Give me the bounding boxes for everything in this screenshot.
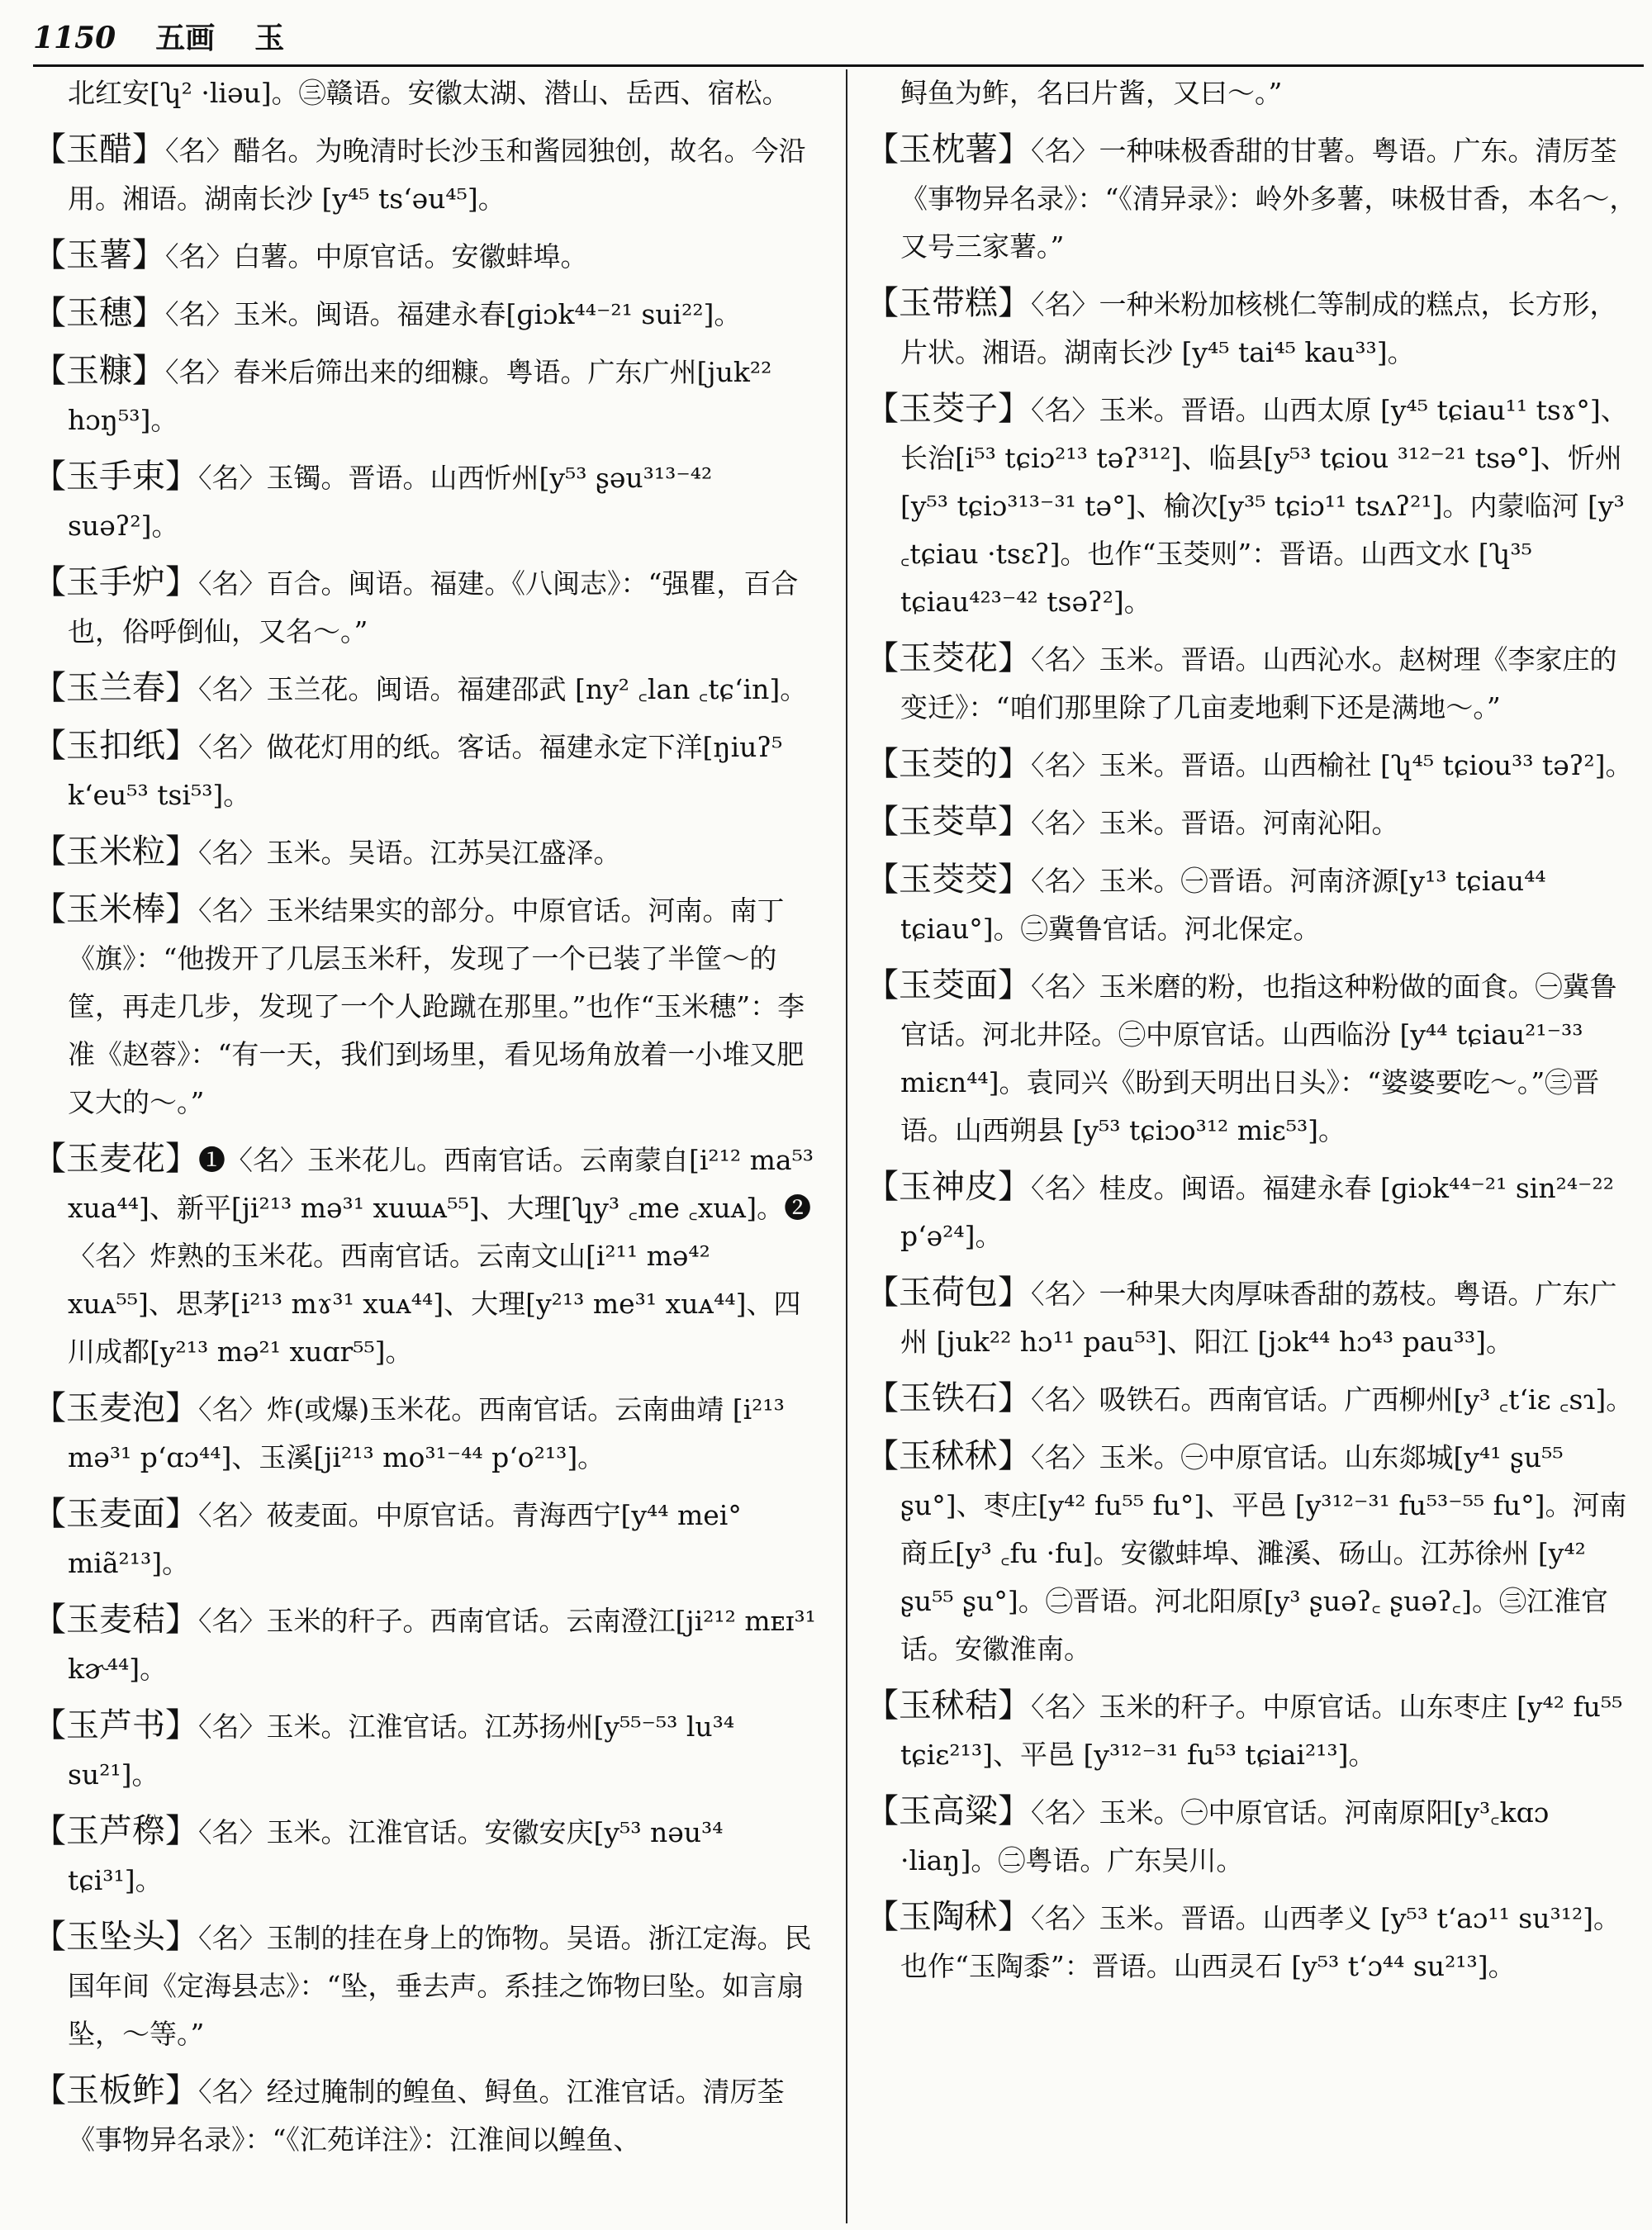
entry-continuation <box>866 69 1644 117</box>
section-label: 五画 <box>155 21 216 55</box>
entry-headword: 【玉芦书】 <box>33 1706 198 1744</box>
entry-definition: 〈名〉一种果大肉厚味香甜的荔枝。粤语。广东广州 [juk²² hɔ¹¹ pau⁵³]、阳江 [jɔk⁴⁴ hɔ⁴³ pau³³]。 <box>900 1278 1617 1358</box>
entry-definition: ❶〈名〉玉米花儿。西南官话。云南蒙自[i²¹² ma⁵³ xua⁴⁴]、新平[ji²¹³ mə³¹ xuɯᴀ⁵⁵]、大理[ʮy³ ꜀me ꜀xuᴀ]。❷〈名〉炸熟的玉米花。西南官话。云南文山[i²¹¹ mə⁴² xuᴀ⁵⁵]、思茅[i²¹³ mɤ³¹ xuᴀ⁴⁴]、大理[y²¹³ me³¹ xuᴀ⁴⁴]、四川成都[y²¹³ mə²¹ xuɑr⁵⁵]。 <box>68 1144 814 1368</box>
entry-definition: 〈名〉做花灯用的纸。客话。福建永定下洋[ŋiuʔ⁵ k‘eu⁵³ tsi⁵³]。 <box>68 731 783 811</box>
entry-continuation <box>33 69 826 117</box>
dictionary-entry <box>866 740 1644 790</box>
column-divider <box>846 69 847 2223</box>
dictionary-entry <box>33 1490 826 1587</box>
entry-definition: 〈名〉玉米。江淮官话。安徽安庆[y⁵³ nəu³⁴ tɕi³¹]。 <box>68 1816 724 1896</box>
entry-definition: 〈名〉玉米。晋语。山西孝义 [y⁵³ t‘aɔ¹¹ su³¹²]。也作“玉陶黍”：晋语。山西灵石 [y⁵³ t‘ɔ⁴⁴ su²¹³]。 <box>900 1902 1621 1982</box>
dictionary-entry <box>33 1384 826 1482</box>
entry-definition: 〈名〉一种味极香甜的甘薯。粤语。广东。清厉荃《事物异名录》：“《清异录》：岭外多薯，味极甘香，本名～，又号三家薯。” <box>900 135 1637 263</box>
entry-definition: 〈名〉百合。闽语。福建。《八闽志》：“强瞿，百合也，俗呼倒仙，又名～。” <box>68 567 799 648</box>
entry-headword: 【玉扣纸】 <box>33 727 198 765</box>
entry-definition: 〈名〉经过腌制的鳇鱼、鲟鱼。江淮官话。清厉荃《事物异名录》：“《汇苑详注》：江淮间以鳇鱼、 <box>68 2076 785 2156</box>
entry-definition: 〈名〉玉米结果实的部分。中原官话。河南。南丁《旗》：“他拨开了几层玉米秆，发现了一个已装了半筐～的筐，再走几步，发现了一个人跄蹴在那里。”也作“玉米穗”：李准《赵蓉》：“有一天，我们到场里，看见场角放着一小堆又肥又大的～。” <box>68 894 805 1118</box>
dictionary-entry <box>33 347 826 444</box>
entry-headword: 【玉米棒】 <box>33 890 198 928</box>
entry-headword: 【玉米粒】 <box>33 833 198 871</box>
entry-definition: 〈名〉玉米。晋语。山西太原 [y⁴⁵ tɕiau¹¹ tsɤ°]、长治[i⁵³ tɕiɔ²¹³ təʔ³¹²]、临县[y⁵³ tɕiou ³¹²⁻²¹ tsə°]、忻州 [y⁵³ tɕiɔ³¹³⁻³¹ tə°]、榆次[y³⁵ tɕiɔ¹¹ tsʌʔ²¹]。内蒙临河 [y³ ꜀tɕiau ·tsɛʔ]。也作“玉茭则”：晋语。山西文水 [ʮ³⁵ tɕiau⁴²³⁻⁴² tsəʔ²]。 <box>900 394 1628 618</box>
entry-headword: 【玉茭的】 <box>866 745 1031 783</box>
entry-headword: 【玉茭草】 <box>866 803 1031 841</box>
entry-headword: 【玉兰春】 <box>33 669 198 707</box>
dictionary-entry <box>33 1913 826 2058</box>
dictionary-entry <box>866 856 1644 953</box>
dictionary-entry <box>866 634 1644 732</box>
entry-definition: 北红安[ʮ² ·liəu]。㊂赣语。安徽太湖、潜山、岳西、宿松。 <box>68 77 790 109</box>
entry-headword: 【玉带糕】 <box>866 284 1031 322</box>
dictionary-entry <box>866 1682 1644 1779</box>
dictionary-entry <box>33 828 826 877</box>
dictionary-entry <box>866 1893 1644 1990</box>
entry-definition: 〈名〉玉镯。晋语。山西忻州[y⁵³ ʂəu³¹³⁻⁴² suəʔ²]。 <box>68 462 713 542</box>
entry-headword: 【玉陶秫】 <box>866 1898 1031 1936</box>
dictionary-entry <box>33 885 826 1127</box>
entry-headword: 【玉穗】 <box>33 294 165 332</box>
entry-definition: 鲟鱼为鲊，名曰片酱，又曰～。” <box>900 77 1283 109</box>
entry-definition: 〈名〉玉米。晋语。山西榆社 [ʮ⁴⁵ tɕiou³³ təʔ²]。 <box>1031 749 1633 781</box>
left-column <box>33 69 826 2230</box>
radical-label: 玉 <box>254 21 285 55</box>
entry-headword: 【玉手炉】 <box>33 563 198 601</box>
entry-definition: 〈名〉玉米。㊀中原官话。河南原阳[y³꜀kɑɔ ·liaŋ]。㊁粤语。广东吴川。 <box>900 1796 1550 1877</box>
dictionary-entry <box>866 1432 1644 1673</box>
dictionary-entry <box>33 289 826 339</box>
entry-definition: 〈名〉醋名。为晚清时长沙玉和酱园独创，故名。今沿用。湘语。湖南长沙 [y⁴⁵ ts‘əu⁴⁵]。 <box>68 135 806 215</box>
entry-headword: 【玉麦秸】 <box>33 1601 198 1639</box>
entry-definition: 〈名〉桂皮。闽语。福建永春 [ɡiɔk⁴⁴⁻²¹ sin²⁴⁻²² p‘ə²⁴]。 <box>900 1172 1614 1252</box>
dictionary-entry <box>33 453 826 550</box>
entry-headword: 【玉板鲊】 <box>33 2071 198 2109</box>
entry-headword: 【玉高粱】 <box>866 1792 1031 1830</box>
dictionary-entry <box>866 1787 1644 1885</box>
dictionary-entry <box>33 231 826 281</box>
dictionary-entry <box>33 1807 826 1905</box>
entry-headword: 【玉茭面】 <box>866 966 1031 1004</box>
dictionary-entry <box>866 279 1644 377</box>
entry-definition: 〈名〉吸铁石。西南官话。广西柳州[y³ ꜀t‘iɛ ꜀sɿ]。 <box>1031 1383 1634 1416</box>
entry-headword: 【玉荷包】 <box>866 1274 1031 1312</box>
entry-definition: 〈名〉玉米。闽语。福建永春[ɡiɔk⁴⁴⁻²¹ sui²²]。 <box>165 298 742 330</box>
entry-definition: 〈名〉莜麦面。中原官话。青海西宁[y⁴⁴ mei° miã²¹³]。 <box>68 1499 742 1579</box>
entry-definition: 〈名〉玉米。吴语。江苏吴江盛泽。 <box>198 837 621 869</box>
dictionary-entry <box>866 126 1644 271</box>
entry-definition: 〈名〉玉兰花。闽语。福建邵武 [ny² ꜀lan ꜀tɕ‘in]。 <box>198 673 808 705</box>
dictionary-entry <box>866 385 1644 626</box>
entry-headword: 【玉薯】 <box>33 236 165 274</box>
dictionary-entry <box>866 1374 1644 1424</box>
entry-definition: 〈名〉玉米的秆子。中原官话。山东枣庄 [y⁴² fu⁵⁵ tɕiɛ²¹³]、平邑 [y³¹²⁻³¹ fu⁵³ tɕiai²¹³]。 <box>900 1691 1623 1771</box>
entry-definition: 〈名〉玉米。晋语。河南沁阳。 <box>1031 807 1399 839</box>
entry-headword: 【玉茭茭】 <box>866 861 1031 899</box>
entry-definition: 〈名〉玉米。晋语。山西沁水。赵树理《李家庄的变迁》：“咱们那里除了几亩麦地剩下还是满地～。” <box>900 643 1617 724</box>
dictionary-entry <box>866 798 1644 847</box>
entry-definition: 〈名〉玉米。㊀中原官话。山东郯城[y⁴¹ ʂu⁵⁵ ʂu°]、枣庄[y⁴² fu⁵⁵ fu°]、平邑 [y³¹²⁻³¹ fu⁵³⁻⁵⁵ fu°]。河南商丘[y³ ꜀fu ·fu]。安徽蚌埠、濉溪、砀山。江苏徐州 [y⁴² ʂu⁵⁵ ʂu°]。㊁晋语。河北阳原[y³ ʂuəʔ꜀ ʂuəʔ꜀]。㊂江淮官话。安徽淮南。 <box>900 1441 1627 1665</box>
dictionary-entry <box>33 1135 826 1376</box>
entry-definition: 〈名〉玉米。㊀晋语。河南济源[y¹³ tɕiau⁴⁴ tɕiau°]。㊁冀鲁官话。河北保定。 <box>900 865 1546 945</box>
entry-headword: 【玉秫秸】 <box>866 1687 1031 1725</box>
entry-headword: 【玉铁石】 <box>866 1379 1031 1417</box>
entry-headword: 【玉芦穄】 <box>33 1812 198 1850</box>
entry-definition: 〈名〉玉米的秆子。西南官话。云南澄江[ji²¹² mᴇɪ³¹ kɚ⁴⁴]。 <box>68 1605 816 1685</box>
entry-headword: 【玉坠头】 <box>33 1918 198 1956</box>
entry-headword: 【玉茭子】 <box>866 390 1031 428</box>
dictionary-entry <box>33 2066 826 2164</box>
dictionary-entry <box>33 126 826 223</box>
right-column <box>866 69 1644 2230</box>
entry-headword: 【玉枕薯】 <box>866 130 1031 168</box>
entry-headword: 【玉麦花】 <box>33 1140 198 1178</box>
entry-headword: 【玉茭花】 <box>866 639 1031 677</box>
dictionary-entry <box>866 961 1644 1155</box>
dictionary-entry <box>33 722 826 819</box>
entry-definition: 〈名〉玉制的挂在身上的饰物。吴语。浙江定海。民国年间《定海县志》：“坠，垂去声。系挂之饰物曰坠。如言扇坠，～等。” <box>68 1922 812 2050</box>
page-number: 1150 <box>33 21 116 55</box>
entry-definition: 〈名〉玉米。江淮官话。江苏扬州[y⁵⁵⁻⁵³ lu³⁴ su²¹]。 <box>68 1710 735 1791</box>
entry-headword: 【玉秫秫】 <box>866 1437 1031 1475</box>
entry-definition: 〈名〉白薯。中原官话。安徽蚌埠。 <box>165 240 588 273</box>
entry-headword: 【玉麦面】 <box>33 1495 198 1533</box>
entry-definition: 〈名〉春米后筛出来的细糠。粤语。广东广州[juk²² hɔŋ⁵³]。 <box>68 356 772 436</box>
entry-headword: 【玉醋】 <box>33 130 165 168</box>
entry-headword: 【玉神皮】 <box>866 1168 1031 1206</box>
entry-definition: 〈名〉炸(或爆)玉米花。西南官话。云南曲靖 [i²¹³ mə³¹ p‘ɑɔ⁴⁴]、玉溪[ji²¹³ mo³¹⁻⁴⁴ p‘o²¹³]。 <box>68 1393 785 1473</box>
dictionary-entry <box>33 1596 826 1693</box>
page-header <box>33 15 284 56</box>
dictionary-entry <box>33 664 826 714</box>
entry-headword: 【玉糠】 <box>33 352 165 390</box>
dictionary-entry <box>866 1163 1644 1260</box>
dictionary-entry <box>866 1269 1644 1366</box>
entry-headword: 【玉手束】 <box>33 458 198 496</box>
entry-definition: 〈名〉玉米磨的粉，也指这种粉做的面食。㊀冀鲁官话。河北井陉。㊁中原官话。山西临汾 [y⁴⁴ tɕiau²¹⁻³³ miɛn⁴⁴]。袁同兴《盼到天明出日头》：“婆婆要吃～。”㊂晋语。山西朔县 [y⁵³ tɕiɔo³¹² miɛ⁵³]。 <box>900 970 1617 1146</box>
entry-headword: 【玉麦泡】 <box>33 1389 198 1427</box>
dictionary-entry <box>33 558 826 656</box>
header-rule <box>33 64 1644 67</box>
entry-definition: 〈名〉一种米粉加核桃仁等制成的糕点，长方形，片状。湘语。湖南长沙 [y⁴⁵ tai⁴⁵ kau³³]。 <box>900 288 1617 368</box>
dictionary-entry <box>33 1701 826 1799</box>
